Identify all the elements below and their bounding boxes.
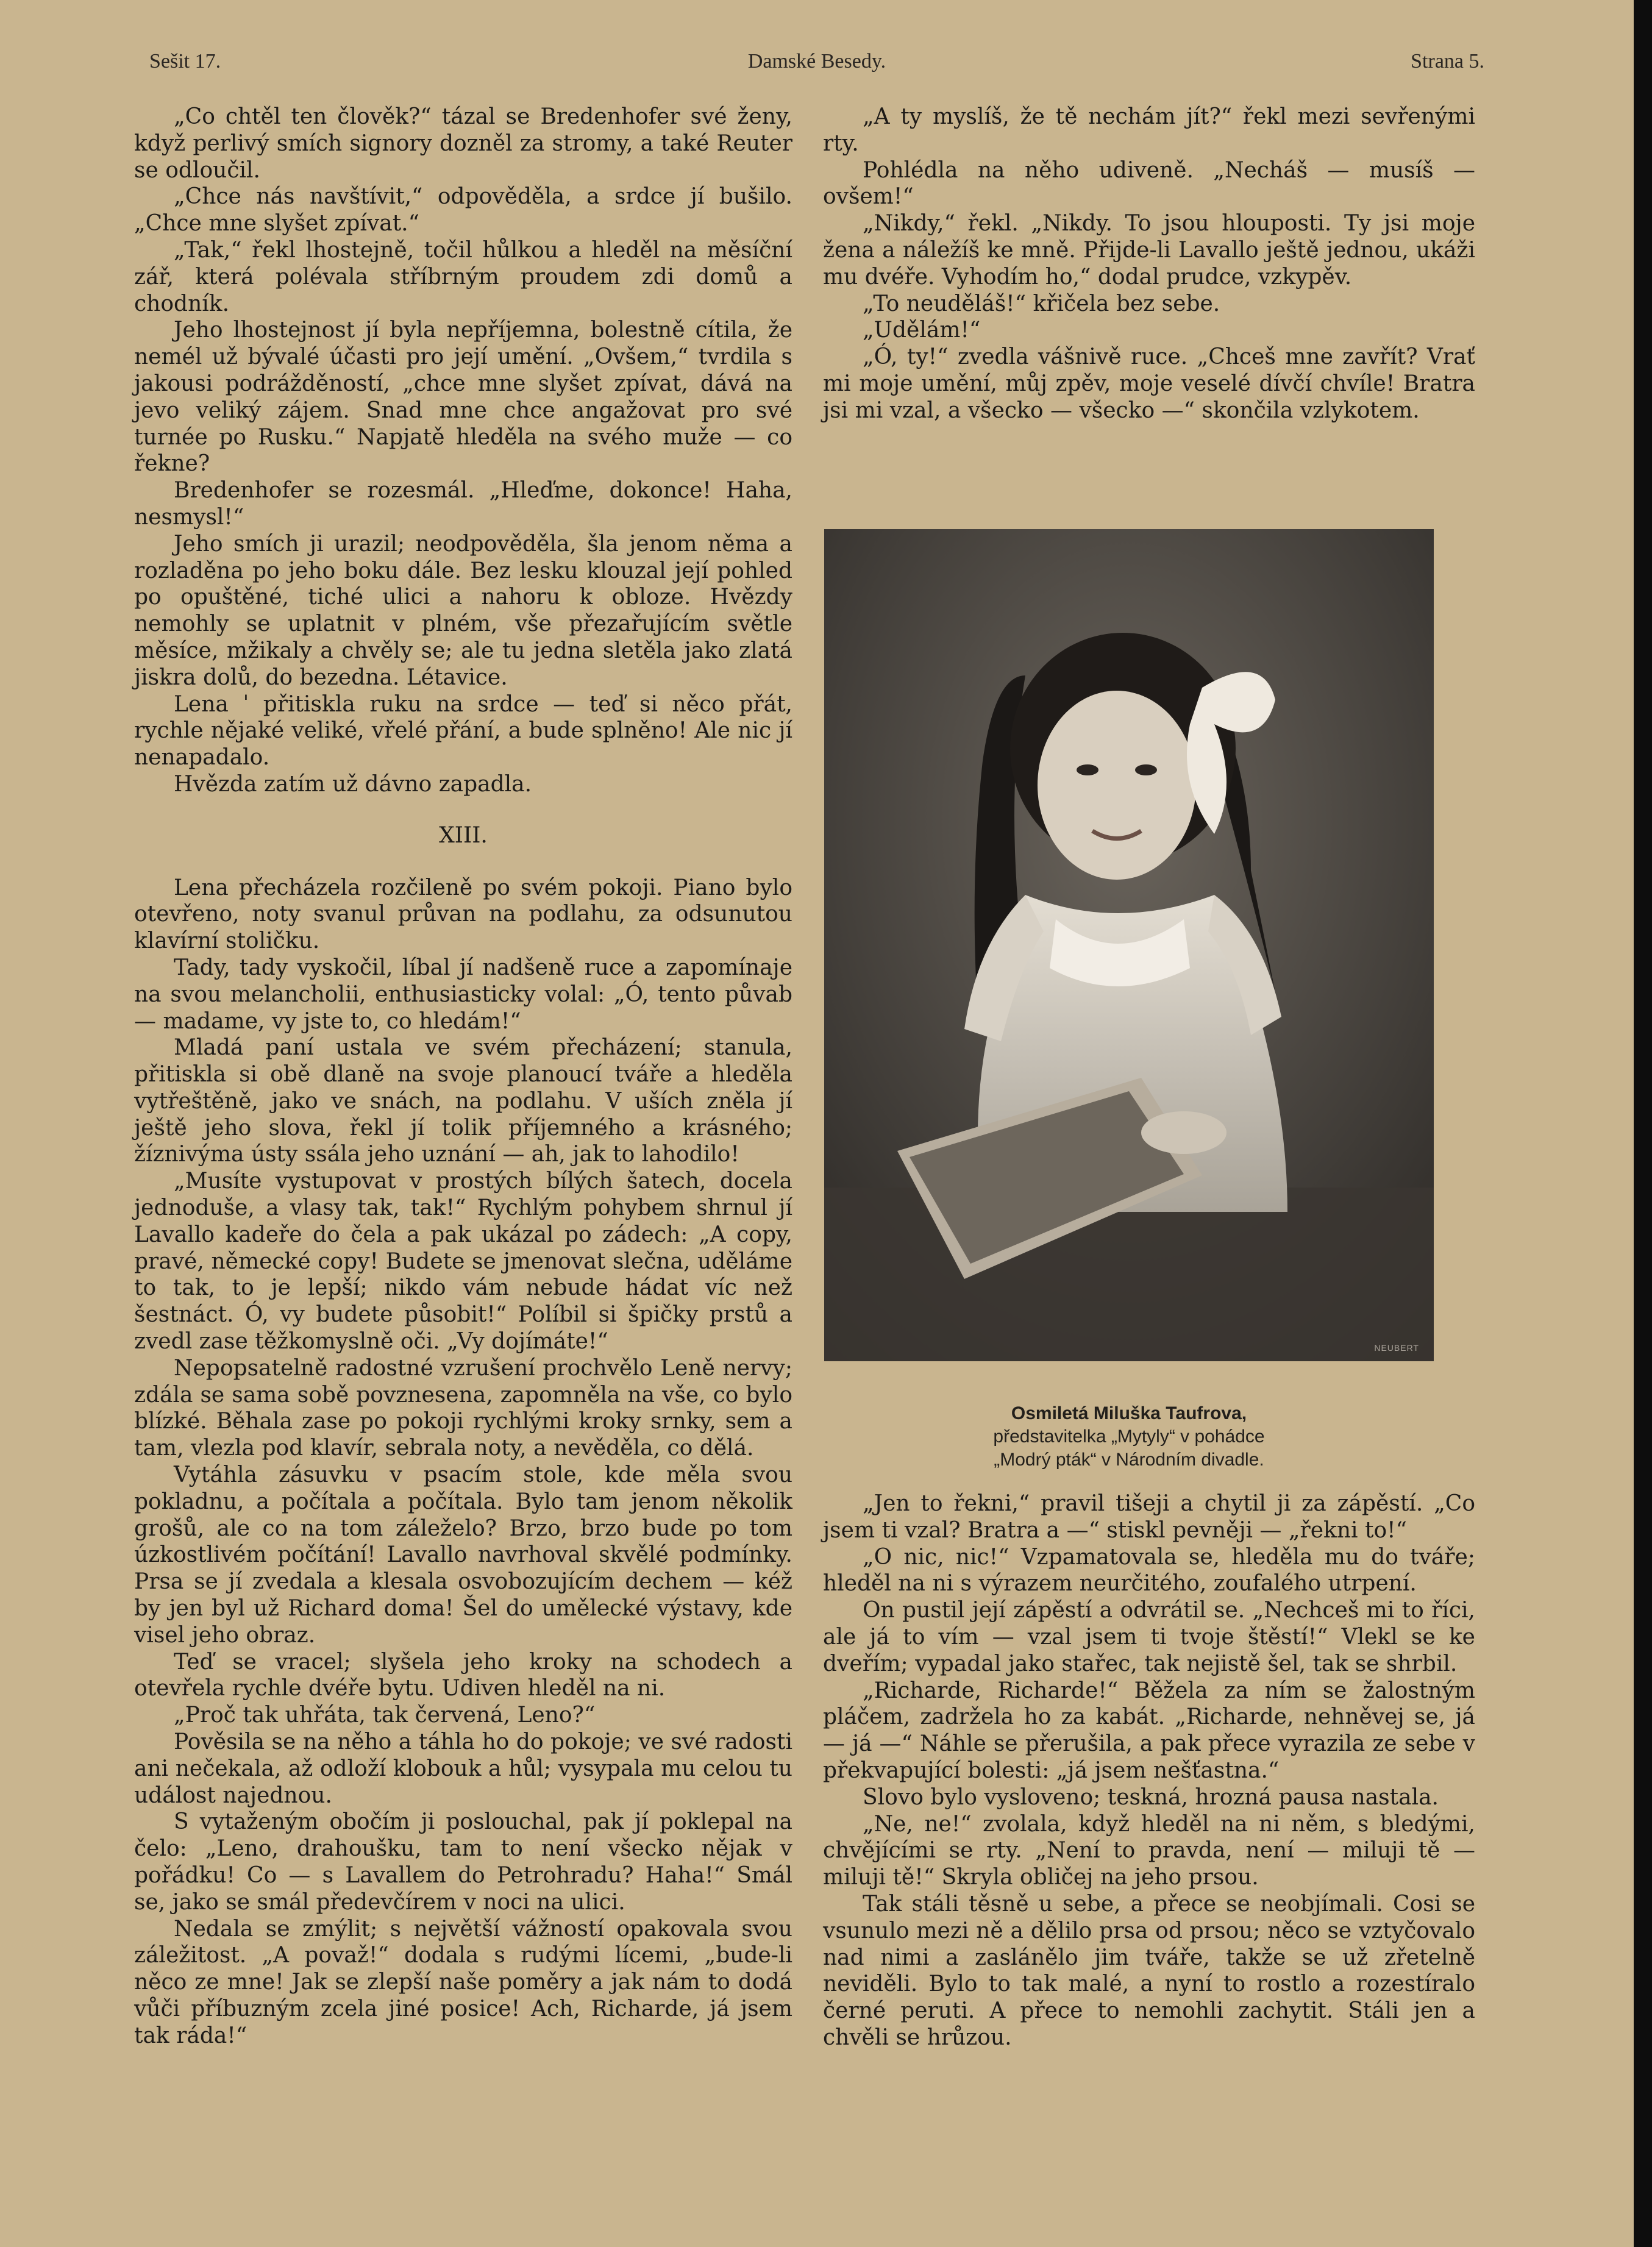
caption-title: Osmiletá Miluška Taufrova, xyxy=(1011,1403,1247,1423)
paragraph: Teď se vracel; slyšela jeho kroky na schodech a otevřela rychle dvéře bytu. Udiven hleděl na ni. xyxy=(134,1649,792,1701)
portrait-illustration xyxy=(824,529,1434,1361)
paragraph: Tady, tady vyskočil, líbal jí nadšeně ruce a zapomínaje na svou melancholii, enthusiasticky volal: „Ó, tento půvab — madame, vy jste to, co hledám!“ xyxy=(134,955,792,1034)
paragraph: Lena ˈ přitiskla ruku na srdce — teď si něco přát, rychle nějaké veliké, vřelé přání, a bude splněno! Ale nic jí nenapadalo. xyxy=(134,691,792,771)
paragraph: „Jen to řekni,“ pravil tišeji a chytil ji za zápěstí. „Co jsem ti vzal? Bratra a —“ stiskl pevněji — „řekni to!“ xyxy=(823,1491,1475,1543)
paragraph: „Co chtěl ten člověk?“ tázal se Bredenhofer své ženy, když perlivý smích signory dozněl za stromy, a také Reuter se odloučil. xyxy=(134,104,792,183)
paragraph: Pověsila se na něho a táhla ho do pokoje; ve své radosti ani nečekala, až odloží klobouk a hůl; vysypala mu celou tu událost najednou. xyxy=(134,1729,792,1808)
paragraph: „Proč tak uhřáta, tak červená, Leno?“ xyxy=(174,1703,596,1728)
paragraph: „Chce nás navštívit,“ odpověděla, a srdce jí bušilo. „Chce mne slyšet zpívat.“ xyxy=(134,184,792,237)
paragraph: „To neuděláš!“ křičela bez sebe. xyxy=(863,291,1220,316)
paragraph: „Musíte vystupovat v prostých bílých šatech, docela jednoduše, a vlasy tak, tak!“ Rychlým pohybem shrnul jí Lavallo kadeře do čela a pak ukázal po zádech: „A copy, pravé, německé copy! Budete se jmenovat slečna, uděláme to tak, to je lepší; nikdo vám nebude hádat víc než šestnáct. Ó, vy budete působit!“ Políbil si špičky prstů a zvedl zase těžkomyslně oči. „Vy dojímáte!“ xyxy=(134,1169,792,1355)
left-column xyxy=(134,104,792,2049)
paragraph: Nepopsatelně radostné vzrušení prochvělo Leně nervy; zdála se sama sobě povznesena, zapomněla na vše, co bylo blízké. Běhala zase po pokoji rychlými kroky srnky, sem a tam, vlezla pod klavír, sebrala noty, a nevěděla, co dělá. xyxy=(134,1355,792,1461)
paragraph: Pohlédla na něho udiveně. „Necháš — musíš — ovšem!“ xyxy=(823,157,1475,210)
paragraph: „Ó, ty!“ zvedla vášnivě ruce. „Chceš mne zavřít? Vrať mi moje umění, můj zpěv, moje veselé dívčí chvíle! Bratra jsi mi vzal, a všecko — všecko —“ skončila vzlykotem. xyxy=(823,344,1475,423)
page-header xyxy=(149,50,1484,80)
paragraph: „A ty myslíš, že tě nechám jít?“ řekl mezi sevřenými rty. xyxy=(823,104,1475,156)
paragraph: „Richarde, Richarde!“ Běžela za ním se žalostným pláčem, zadržela ho za kabát. „Richarde, nehněvej se, já — já —“ Náhle se přerušila, a pak přece vyrazila ze sebe v překvapující bolesti: „já jsem nešťastna.“ xyxy=(823,1678,1475,1783)
paragraph: „Nikdy,“ řekl. „Nikdy. To jsou hlouposti. Ty jsi moje žena a náležíš ke mně. Přijde-li Lavallo ještě jednou, ukáži mu dvéře. Vyhodím ho,“ dodal prudce, vzkypěv. xyxy=(823,211,1475,290)
paragraph: Tak stáli těsně u sebe, a přece se neobjímali. Cosi se vsunulo mezi ně a dělilo prsa od prsou; něco se vztyčovalo nad nimi a zaslánělo jim tváře, takže se už zřetelně neviděli. Bylo to tak malé, a nyní to rostlo a rozestíralo černé peruti. A přece to nemohli zachytit. Stáli jen a chvěli se hrůzou. xyxy=(823,1891,1475,2050)
issue-number: Sešit 17. xyxy=(149,50,221,73)
paragraph: On pustil její zápěstí a odvrátil se. „Nechceš mi to říci, ale já to vím — vzal jsem ti tvoje štěstí!“ Vlekl se ke dveřím; vypadal jako stařec, tak nejistě šel, tak se shrbil. xyxy=(823,1598,1475,1676)
paragraph: Lena přecházela rozčileně po svém pokoji. Piano bylo otevřeno, noty svanul průvan na podlahu, za odsunutou klavírní stoličku. xyxy=(134,875,792,954)
paragraph: Vytáhla zásuvku v psacím stole, kde měla svou pokladnu, a počítala a počítala. Bylo tam jenom několik grošů, ale co na tom záleželo? Brzo, brzo bude po tom úzkostlivém počítání! Lavallo navrhoval skvělé podmínky. Prsa se jí zvedala a klesala osvobozujícím dechem — kéž by jen byl už Richard doma! Šel do umělecké výstavy, kde visel jeho obraz. xyxy=(134,1462,792,1648)
caption-line: „Modrý pták“ v Národním divadle. xyxy=(994,1450,1264,1470)
photo-credit: NEUBERT xyxy=(1374,1343,1419,1353)
paragraph: S vytaženým obočím ji poslouchal, pak jí poklepal na čelo: „Leno, drahoušku, tam to není všecko nějak v pořádku! Co — s Lavallem do Petrohradu? Haha!“ Smál se, jako se smál předevčírem v noci na ulici. xyxy=(134,1809,792,1915)
magazine-title: Damské Besedy. xyxy=(747,50,886,73)
paragraph: „Ne, ne!“ zvolala, když hleděl na ni něm, s bledými, chvějícími se rty. „Není to pravda, není — miluji tě — miluji tě!“ Skryla obličej na jeho prsou. xyxy=(823,1811,1475,1890)
paragraph: Nedala se zmýlit; s největší vážností opakovala svou záležitost. „A považ!“ dodala s rudými lícemi, „bude-li něco ze mne! Jak se zlepší naše poměry a jak nám to dodá vůči příbuzným zcela jiné posice! Ach, Richarde, já jsem tak ráda!“ xyxy=(134,1916,792,2048)
right-column-top xyxy=(823,104,1475,424)
page-edge xyxy=(1634,0,1652,2247)
chapter-heading: XIII. xyxy=(439,822,488,848)
paragraph: „Udělám!“ xyxy=(863,318,981,343)
paragraph: Slovo bylo vysloveno; teskná, hrozná pausa nastala. xyxy=(863,1784,1439,1810)
paragraph: „Tak,“ řekl lhostejně, točil hůlkou a hleděl na měsíční zář, která polévala stříbrným proudem zdi domů a chodník. xyxy=(134,237,792,316)
right-column-bottom xyxy=(823,1490,1475,2051)
portrait-photo xyxy=(824,529,1434,1361)
paragraph: „O nic, nic!“ Vzpamatovala se, hleděla mu do tváře; hleděl na ni s výrazem neurčitého, zoufalého utrpení. xyxy=(823,1544,1475,1597)
caption-line: představitelka „Mytyly“ v pohádce xyxy=(993,1426,1265,1447)
paragraph: Jeho smích ji urazil; neodpověděla, šla jenom němа a rozladěna po jeho boku dále. Bez lesku klouzal její pohled po opuštěné, tiché ulici a nahoru k obloze. Hvězdy nemohly se uplatnit v plném, vše přezařujícím světle měsíce, mžikaly a chvěly se; ale tu jedna sletěla jako zlatá jiskra dolů, do bezedna. Létavice. xyxy=(134,531,792,690)
paragraph: Bredenhofer se rozesmál. „Hleďme, dokonce! Haha, nesmysl!“ xyxy=(134,478,792,530)
page-number: Strana 5. xyxy=(1411,50,1484,73)
photo-caption xyxy=(824,1402,1434,1472)
paragraph: Jeho lhostejnost jí byla nepříjemna, bolestně cítila, že nemél už bývalé účasti pro její umění. „Ovšem,“ tvrdila s jakousi podrážděností, „chce mne slyšet zpívat, dává na jevo veliký zájem. Snad mne chce angažovat pro své turnée po Rusku.“ Napjatě hleděla na svého muže — co řekne? xyxy=(134,318,792,477)
paragraph: Mladá paní ustala ve svém přecházení; stanula, přitiskla si obě dlaně na svoje planoucí tváře a hleděla vytřeštěně, jako ve snách, na podlahu. V uších zněla jí ještě jeho slova, řekl jí tolik příjemného a krásného; žíznivýma ústy ssála jeho uznání — ah, jak to lahodilo! xyxy=(134,1035,792,1167)
paragraph: Hvězda zatím už dávno zapadla. xyxy=(174,771,532,797)
